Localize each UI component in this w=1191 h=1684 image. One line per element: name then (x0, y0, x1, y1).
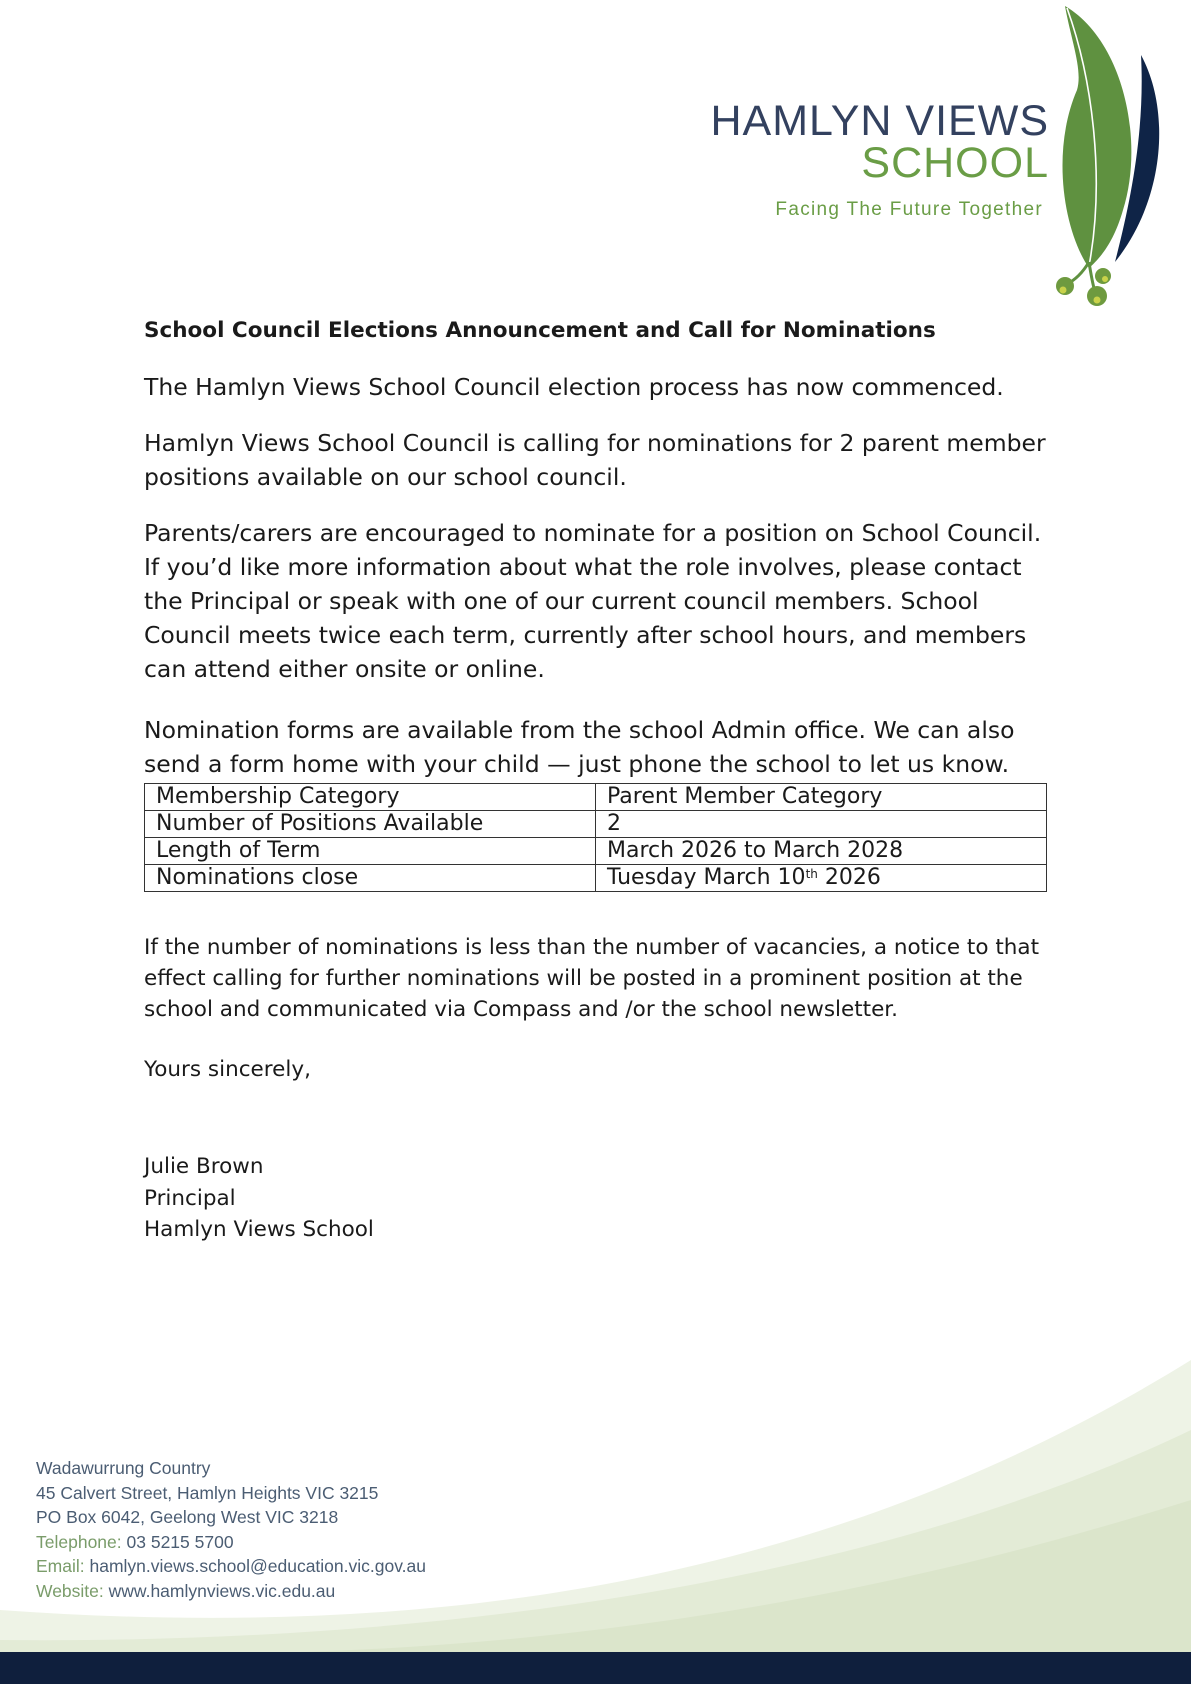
telephone-number: 03 5215 5700 (126, 1531, 234, 1552)
table-row (145, 838, 1047, 865)
table-row (145, 865, 1047, 892)
close-year-text: 2026 (817, 865, 881, 891)
footer-email (36, 1554, 426, 1579)
table-row (145, 811, 1047, 838)
table-cell-value: Parent Member Category (596, 784, 1047, 811)
eucalyptus-leaf-icon (1053, 0, 1163, 310)
paragraph-nomination-forms: Nomination forms are available from the school Admin office. We can also send a form home with your child — just phone the school to let us know. (144, 716, 1015, 778)
signatory-school: Hamlyn Views School (144, 1216, 374, 1242)
election-details-table (144, 783, 1047, 892)
footer-po-box: PO Box 6042, Geelong West VIC 3218 (36, 1507, 339, 1527)
table-row (145, 784, 1047, 811)
website-label: Website: (36, 1580, 104, 1601)
paragraph-call-for-nominations: Hamlyn Views School Council is calling for nominations for 2 parent member positions available on our school council. (144, 428, 1046, 491)
logo-title-line2: SCHOOL (861, 139, 1049, 187)
footer-street-address: 45 Calvert Street, Hamlyn Heights VIC 3215 (36, 1482, 379, 1503)
table-cell-value: March 2026 to March 2028 (596, 838, 1047, 865)
telephone-label: Telephone: (36, 1531, 122, 1552)
table-cell-label: Length of Term (145, 838, 596, 865)
footer-bar (0, 1652, 1191, 1684)
footer-telephone (36, 1530, 426, 1555)
logo-title-line1: HAMLYN VIEWS (710, 97, 1049, 145)
footer-contact (36, 1456, 426, 1603)
logo-tagline: Facing The Future Together (775, 199, 1043, 220)
table-cell-label: Nominations close (145, 865, 596, 892)
table-cell-label: Number of Positions Available (145, 811, 596, 838)
footer-country: Wadawurrung Country (36, 1458, 211, 1478)
table-cell-value (596, 865, 1047, 892)
signatory-title: Principal (144, 1185, 236, 1211)
email-address: hamlyn.views.school@education.vic.gov.au (89, 1556, 426, 1576)
table-cell-value: 2 (596, 811, 1047, 838)
paragraph-commenced: The Hamlyn Views School Council election process has now commenced. (144, 372, 1004, 401)
signature-block (144, 1151, 1049, 1245)
website-url: www.hamlynviews.vic.edu.au (108, 1580, 336, 1601)
paragraph-vacancy-notice: If the number of nominations is less than the number of vacancies, a notice to that effect calling for further nominations will be posted in a prominent position at the school and communicated via Compass and /or the school newsletter. (144, 935, 1040, 1023)
email-label: Email: (36, 1556, 85, 1576)
signatory-name: Julie Brown (144, 1154, 264, 1180)
footer-website (36, 1579, 426, 1604)
close-date-text: Tuesday March 10 (607, 865, 806, 891)
letter-body (144, 318, 1049, 1245)
closing-salutation: Yours sincerely, (144, 1056, 311, 1082)
paragraph-encouragement: Parents/carers are encouraged to nominate for a position on School Council. If you’d like more information about what the role involves, please contact the Principal or speak with one of our current council members. School Council meets twice each term, currently after school hours, and members can attend either onsite or online. (144, 518, 1042, 684)
table-cell-label: Membership Category (145, 784, 596, 811)
ordinal-suffix: th (805, 867, 818, 882)
letter-heading: School Council Elections Announcement and Call for Nominations (144, 318, 936, 343)
